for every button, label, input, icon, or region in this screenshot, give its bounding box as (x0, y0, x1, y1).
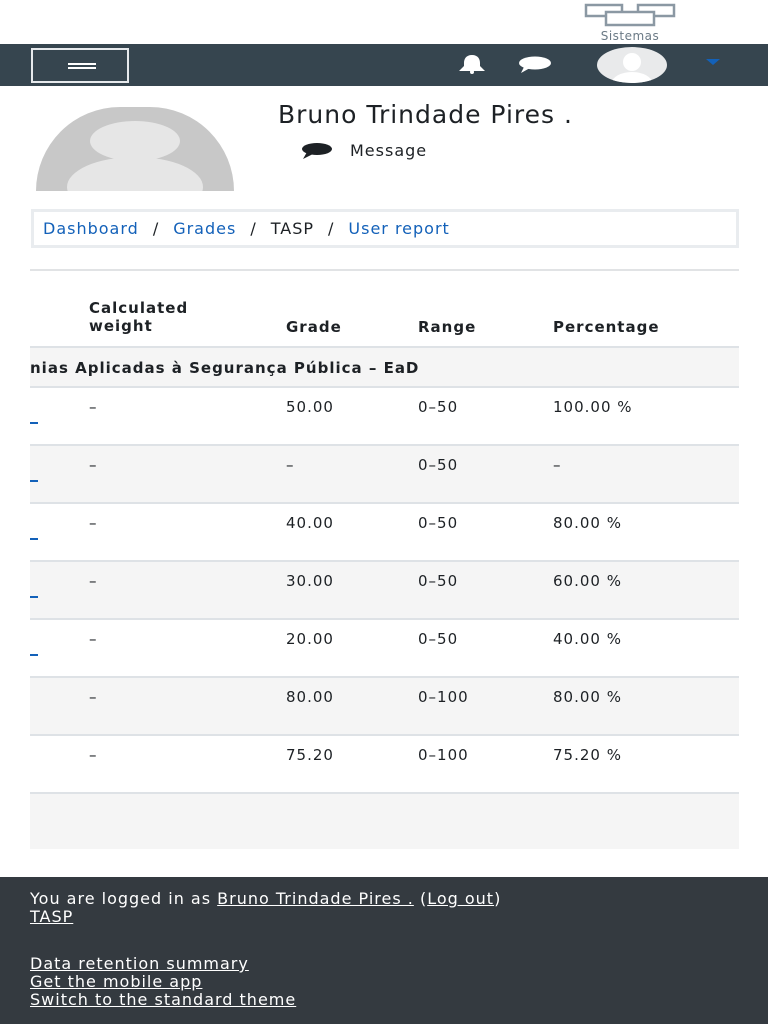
chat-icon[interactable] (518, 56, 552, 74)
systems-logo-icon (584, 2, 676, 28)
table-row (30, 504, 739, 562)
grade-cell: – (286, 456, 295, 474)
login-info (30, 889, 501, 908)
paren-open: ( (419, 889, 428, 908)
grade-item-link[interactable] (30, 596, 38, 598)
table-row (30, 678, 739, 736)
percentage-cell: 80.00 % (553, 688, 622, 706)
percentage-cell: 60.00 % (553, 572, 622, 590)
mobile-app-link[interactable]: Get the mobile app (30, 972, 203, 991)
weight-cell: – (89, 688, 98, 706)
profile-silhouette-icon (36, 107, 234, 191)
percentage-cell: 100.00 % (553, 398, 633, 416)
header-weight-line1: Calculated (89, 299, 189, 317)
systems-link[interactable] (580, 2, 680, 44)
table-row (30, 736, 739, 794)
percentage-cell: 40.00 % (553, 630, 622, 648)
bell-icon[interactable] (456, 54, 488, 74)
header-range: Range (418, 318, 477, 336)
switch-theme-link[interactable]: Switch to the standard theme (30, 990, 297, 1009)
user-avatar[interactable] (597, 47, 667, 83)
table-row (30, 446, 739, 504)
logout-link[interactable]: Log out (427, 889, 495, 908)
grade-item-link[interactable] (30, 480, 38, 482)
range-cell: 0–50 (418, 514, 459, 532)
percentage-cell: 80.00 % (553, 514, 622, 532)
footer-user-link[interactable]: Bruno Trindade Pires . (217, 889, 414, 908)
grade-cell: 40.00 (286, 514, 334, 532)
range-cell: 0–100 (418, 688, 469, 706)
weight-cell: – (89, 398, 98, 416)
weight-cell: – (89, 456, 98, 474)
data-retention-link[interactable]: Data retention summary (30, 954, 249, 973)
table-header (30, 271, 739, 348)
profile-picture (36, 107, 234, 191)
header-weight-line2: weight (89, 317, 153, 335)
table-row (30, 388, 739, 446)
weight-cell: – (89, 746, 98, 764)
table-row (30, 620, 739, 678)
header-calculated-weight (89, 299, 188, 335)
range-cell: 0–50 (418, 630, 459, 648)
top-strip (0, 0, 768, 44)
weight-cell: – (89, 572, 98, 590)
table-body (30, 388, 739, 794)
grade-cell: 80.00 (286, 688, 334, 706)
menu-icon (68, 63, 96, 65)
breadcrumb-separator: / (250, 219, 257, 238)
systems-label: Sistemas (600, 29, 660, 43)
range-cell: 0–50 (418, 398, 459, 416)
grade-cell: 50.00 (286, 398, 334, 416)
table-row (30, 562, 739, 620)
breadcrumb-dashboard[interactable]: Dashboard (43, 219, 139, 238)
header-grade: Grade (286, 318, 342, 336)
grade-table[interactable] (30, 269, 739, 849)
message-label: Message (350, 141, 428, 160)
grade-item-link[interactable] (30, 538, 38, 540)
range-cell: 0–50 (418, 572, 459, 590)
percentage-cell: – (553, 456, 562, 474)
profile-name: Bruno Trindade Pires . (278, 100, 573, 129)
breadcrumb-separator: / (152, 219, 160, 238)
category-row: nias Aplicadas à Segurança Pública – EaD (30, 348, 739, 388)
message-icon (300, 142, 332, 160)
page-footer (0, 877, 768, 1024)
paren-close: ) (494, 889, 502, 908)
message-link[interactable] (300, 141, 427, 160)
range-cell: 0–50 (418, 456, 459, 474)
breadcrumb-course: TASP (270, 219, 314, 238)
range-cell: 0–100 (418, 746, 469, 764)
grade-item-link[interactable] (30, 654, 38, 656)
breadcrumb-separator: / (328, 219, 335, 238)
grade-cell: 20.00 (286, 630, 334, 648)
login-prefix: You are logged in as (30, 889, 212, 908)
breadcrumb-user-report[interactable]: User report (348, 219, 450, 238)
top-navbar (0, 44, 768, 86)
percentage-cell: 75.20 % (553, 746, 622, 764)
breadcrumb-grades[interactable]: Grades (173, 219, 237, 238)
caret-down-icon[interactable] (705, 58, 721, 66)
breadcrumb (31, 209, 739, 248)
header-percentage: Percentage (553, 318, 660, 336)
user-silhouette-icon (597, 47, 667, 83)
footer-course-link[interactable]: TASP (30, 907, 74, 926)
grade-cell: 75.20 (286, 746, 334, 764)
grade-item-link[interactable] (30, 422, 38, 424)
weight-cell: – (89, 630, 98, 648)
menu-icon-line (68, 67, 96, 69)
menu-toggle-button[interactable] (31, 48, 129, 83)
weight-cell: – (89, 514, 98, 532)
grade-cell: 30.00 (286, 572, 334, 590)
